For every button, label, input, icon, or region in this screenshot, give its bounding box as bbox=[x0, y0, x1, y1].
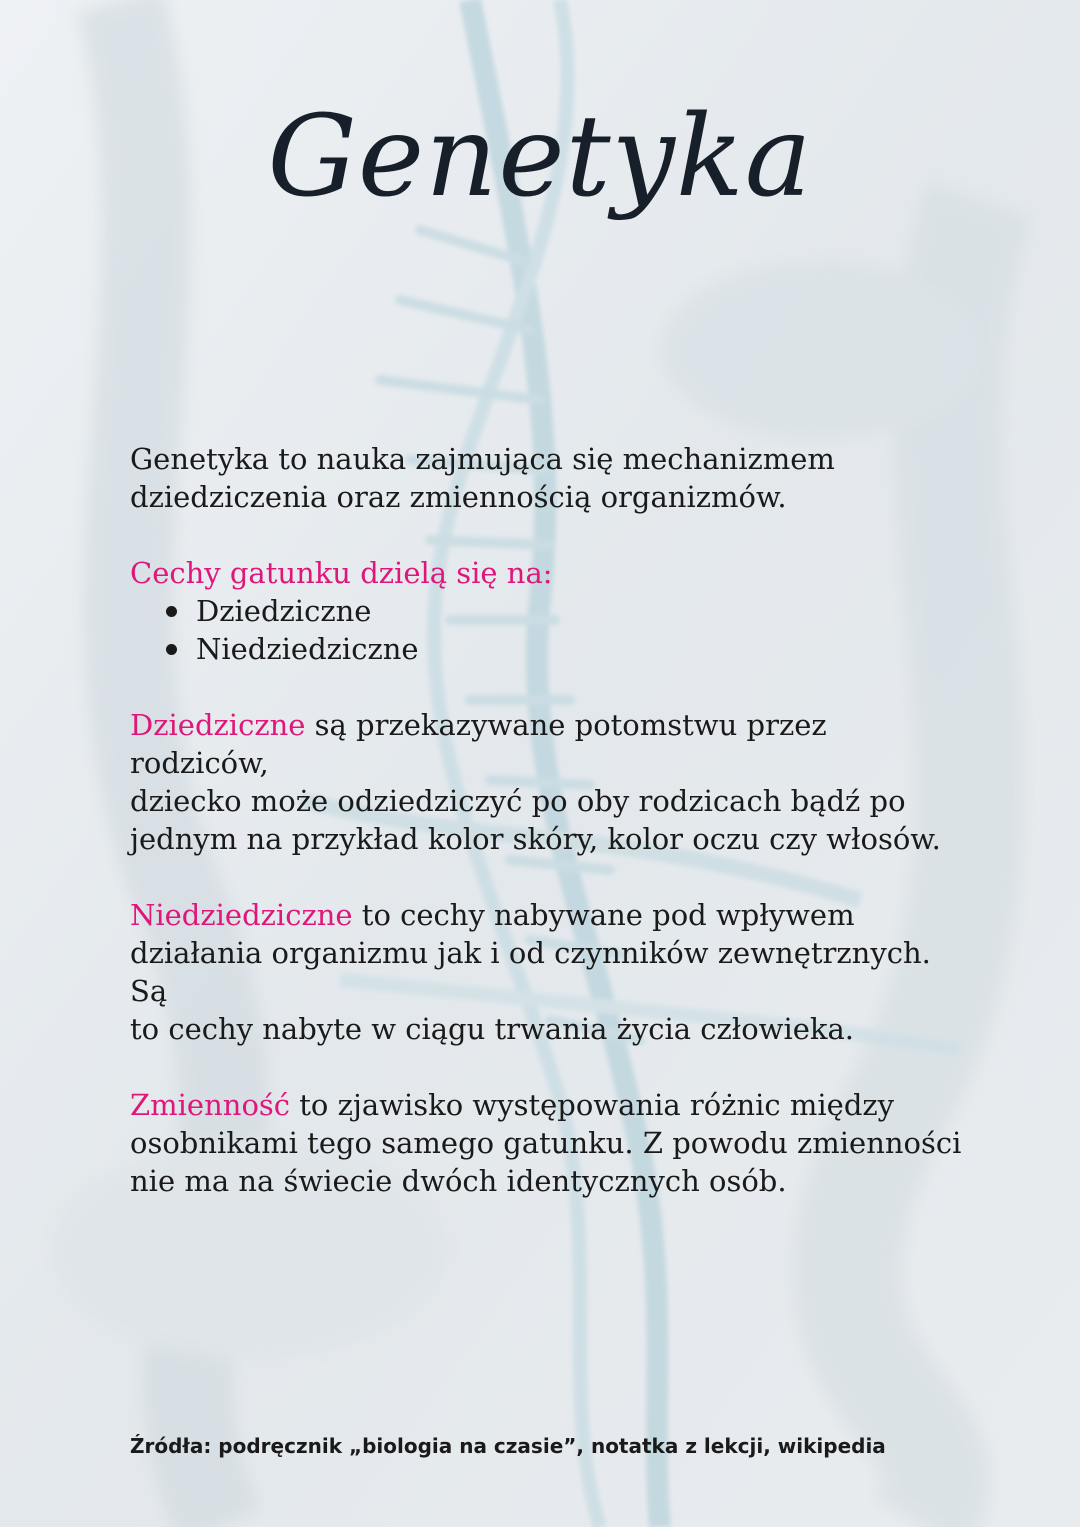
variability-term: Zmienność bbox=[130, 1088, 291, 1122]
hereditary-term: Dziedziczne bbox=[130, 708, 306, 742]
variability-paragraph-line-3: nie ma na świecie dwóch identycznych osób. bbox=[130, 1164, 787, 1198]
page-title: Genetyka bbox=[267, 92, 813, 222]
intro-line-1: Genetyka to nauka zajmująca się mechanizmem bbox=[130, 442, 835, 476]
list-item bbox=[166, 592, 970, 630]
sources-footer: Źródła: podręcznik „biologia na czasie”, notatka z lekcji, wikipedia bbox=[130, 1434, 886, 1458]
variability-text: to zjawisko występowania różnic między bbox=[290, 1088, 895, 1122]
bullet-icon bbox=[166, 644, 177, 655]
list-item bbox=[166, 630, 970, 668]
traits-heading: Cechy gatunku dzielą się na: bbox=[130, 556, 553, 590]
non-hereditary-paragraph-line-2: działania organizmu jak i od czynników zewnętrznych. Są bbox=[130, 936, 931, 1008]
non-hereditary-paragraph-line-1 bbox=[130, 896, 970, 934]
bullet-icon bbox=[166, 606, 177, 617]
main-content bbox=[130, 440, 970, 1200]
variability-paragraph-line-1 bbox=[130, 1086, 970, 1124]
non-hereditary-text: to cechy nabywane pod wpływem bbox=[352, 898, 855, 932]
non-hereditary-paragraph-line-3: to cechy nabyte w ciągu trwania życia człowieka. bbox=[130, 1012, 855, 1046]
hereditary-paragraph-line-1 bbox=[130, 706, 970, 782]
intro-line-2: dziedziczenia oraz zmiennością organizmów. bbox=[130, 480, 787, 514]
non-hereditary-term: Niedziedziczne bbox=[130, 898, 353, 932]
trait-label: Dziedziczne bbox=[196, 594, 372, 628]
variability-paragraph-line-2: osobnikami tego samego gatunku. Z powodu zmienności bbox=[130, 1126, 962, 1160]
traits-list bbox=[130, 592, 970, 668]
hereditary-paragraph-line-3: jednym na przykład kolor skóry, kolor oczu czy włosów. bbox=[130, 822, 941, 856]
trait-label: Niedziedziczne bbox=[196, 632, 419, 666]
hereditary-text: są przekazywane potomstwu przez rodziców, bbox=[130, 708, 827, 780]
hereditary-paragraph-line-2: dziecko może odziedziczyć po oby rodzicach bądź po bbox=[130, 784, 906, 818]
